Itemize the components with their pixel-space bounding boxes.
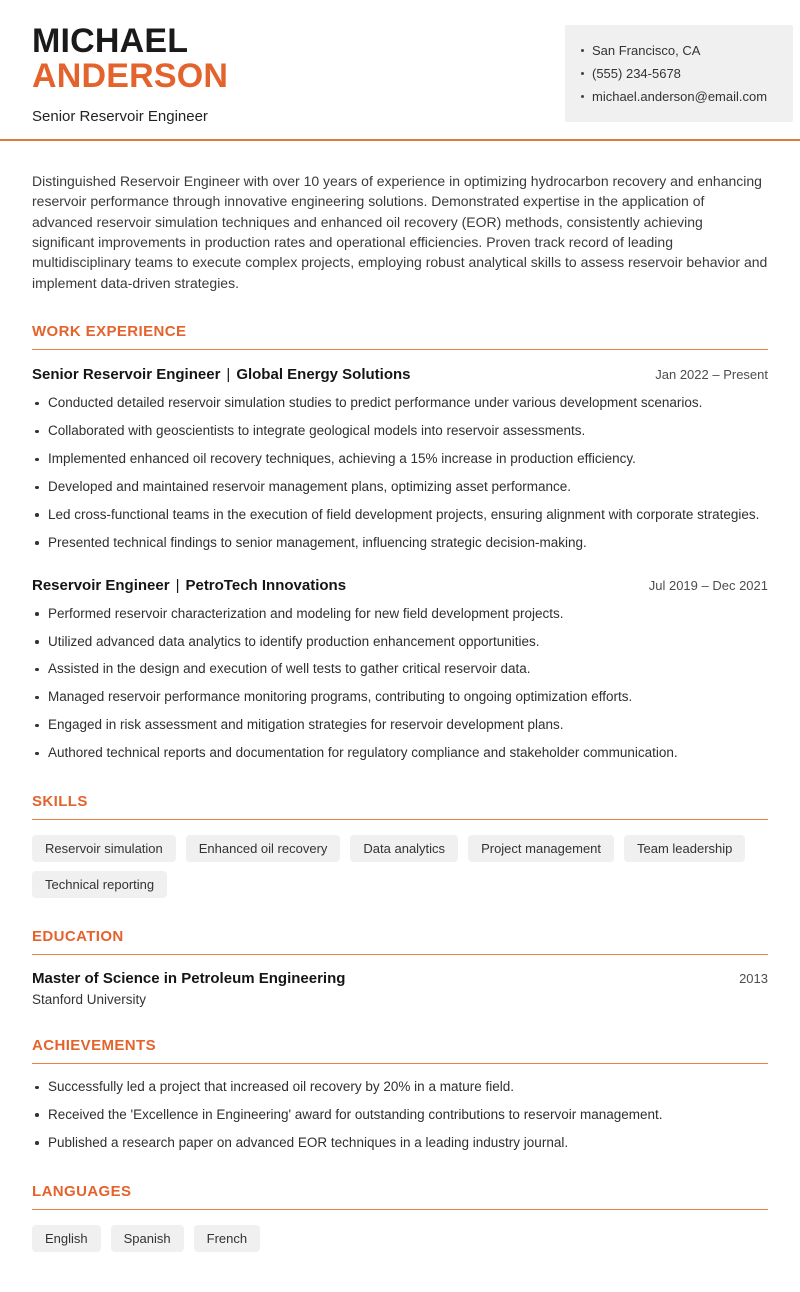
section-education xyxy=(32,928,768,1007)
job-title xyxy=(32,366,411,383)
candidate-job-title: Senior Reservoir Engineer xyxy=(32,107,208,125)
last-name: ANDERSON xyxy=(32,57,229,96)
language-tag: Spanish xyxy=(111,1225,184,1252)
job-dates: Jan 2022 – Present xyxy=(655,367,768,383)
achievement-item: Successfully led a project that increased oil recovery by 20% in a mature field. xyxy=(32,1078,768,1097)
skill-tag: Reservoir simulation xyxy=(32,835,176,862)
contact-location: San Francisco, CA xyxy=(579,43,779,58)
pipe-separator: | xyxy=(175,576,180,594)
section-rule xyxy=(32,954,768,955)
bullet-item: Performed reservoir characterization and modeling for new field development projects. xyxy=(32,605,768,624)
contact-list xyxy=(579,43,779,104)
job-role: Senior Reservoir Engineer xyxy=(32,366,221,384)
skill-tag: Technical reporting xyxy=(32,871,167,898)
job-bullet-list xyxy=(32,394,768,552)
bullet-item: Utilized advanced data analytics to identify production enhancement opportunities. xyxy=(32,633,768,652)
contact-email: michael.anderson@email.com xyxy=(579,89,779,104)
bullet-item: Managed reservoir performance monitoring programs, contributing to ongoing optimization efforts. xyxy=(32,688,768,707)
candidate-name xyxy=(32,24,228,95)
education-heading: EDUCATION xyxy=(32,928,124,946)
skill-tag: Enhanced oil recovery xyxy=(186,835,341,862)
summary-text: Distinguished Reservoir Engineer with over 10 years of experience in optimizing hydrocarbon recovery and enhancing reservoir performance through innovative engineering solutions. Demonstrated expertise in the application of advanced reservoir simulation techniques and enhanced oil recovery (EOR) methods, consistently achieving significant improvements in production rates and operational efficiencies. Proven track record of leading multidisciplinary teams to execute complex projects, employing robust analytical skills to assess reservoir behavior and implement data-driven strategies. xyxy=(32,172,768,291)
skills-tag-list xyxy=(32,835,768,898)
identity-block xyxy=(32,24,228,125)
bullet-item: Led cross-functional teams in the execution of field development projects, ensuring alignment with corporate strategies. xyxy=(32,506,768,525)
section-languages xyxy=(32,1183,768,1252)
job-entry xyxy=(32,577,768,763)
section-achievements xyxy=(32,1037,768,1153)
job-dates: Jul 2019 – Dec 2021 xyxy=(648,577,768,593)
header xyxy=(0,0,800,125)
skill-tag: Team leadership xyxy=(624,835,745,862)
job-header xyxy=(32,366,768,383)
section-rule xyxy=(32,1063,768,1064)
bullet-item: Implemented enhanced oil recovery techniques, achieving a 15% increase in production efficiency. xyxy=(32,450,768,469)
achievement-item: Received the 'Excellence in Engineering' award for outstanding contributions to reservoir management. xyxy=(32,1106,768,1125)
section-rule xyxy=(32,349,768,350)
section-rule xyxy=(32,1209,768,1210)
job-company: PetroTech Innovations xyxy=(185,576,347,594)
job-role: Reservoir Engineer xyxy=(32,576,170,594)
language-tag: French xyxy=(194,1225,260,1252)
section-work-experience xyxy=(32,323,768,763)
achievements-list xyxy=(32,1078,768,1153)
languages-tag-list xyxy=(32,1225,768,1252)
bullet-item: Presented technical findings to senior management, influencing strategic decision-making. xyxy=(32,534,768,553)
skill-tag: Data analytics xyxy=(350,835,458,862)
job-header xyxy=(32,577,768,594)
language-tag: English xyxy=(32,1225,101,1252)
education-entry xyxy=(32,970,768,987)
job-bullet-list xyxy=(32,605,768,763)
bullet-item: Collaborated with geoscientists to integrate geological models into reservoir assessments. xyxy=(32,422,768,441)
bullet-item: Developed and maintained reservoir management plans, optimizing asset performance. xyxy=(32,478,768,497)
job-title xyxy=(32,577,346,594)
bullet-item: Conducted detailed reservoir simulation studies to predict performance under various development scenarios. xyxy=(32,394,768,413)
bullet-item: Engaged in risk assessment and mitigation strategies for reservoir development plans. xyxy=(32,716,768,735)
graduation-year: 2013 xyxy=(739,971,768,987)
job-entry xyxy=(32,366,768,552)
skill-tag: Project management xyxy=(468,835,614,862)
main-content xyxy=(0,171,800,1292)
first-name: MICHAEL xyxy=(32,22,189,60)
section-skills xyxy=(32,793,768,898)
skills-heading: SKILLS xyxy=(32,793,88,811)
section-rule xyxy=(32,819,768,820)
degree-title: Master of Science in Petroleum Engineering xyxy=(32,970,346,988)
header-divider xyxy=(0,139,800,141)
contact-card xyxy=(565,25,793,122)
bullet-item: Authored technical reports and documentation for regulatory compliance and stakeholder communication. xyxy=(32,744,768,763)
work-experience-heading: WORK EXPERIENCE xyxy=(32,323,187,341)
bullet-item: Assisted in the design and execution of well tests to gather critical reservoir data. xyxy=(32,660,768,679)
contact-phone: (555) 234-5678 xyxy=(579,66,779,81)
languages-heading: LANGUAGES xyxy=(32,1182,132,1200)
achievements-heading: ACHIEVEMENTS xyxy=(32,1037,156,1055)
job-company: Global Energy Solutions xyxy=(236,366,411,384)
pipe-separator: | xyxy=(226,366,231,384)
achievement-item: Published a research paper on advanced EOR techniques in a leading industry journal. xyxy=(32,1134,768,1153)
school-name: Stanford University xyxy=(32,992,147,1008)
